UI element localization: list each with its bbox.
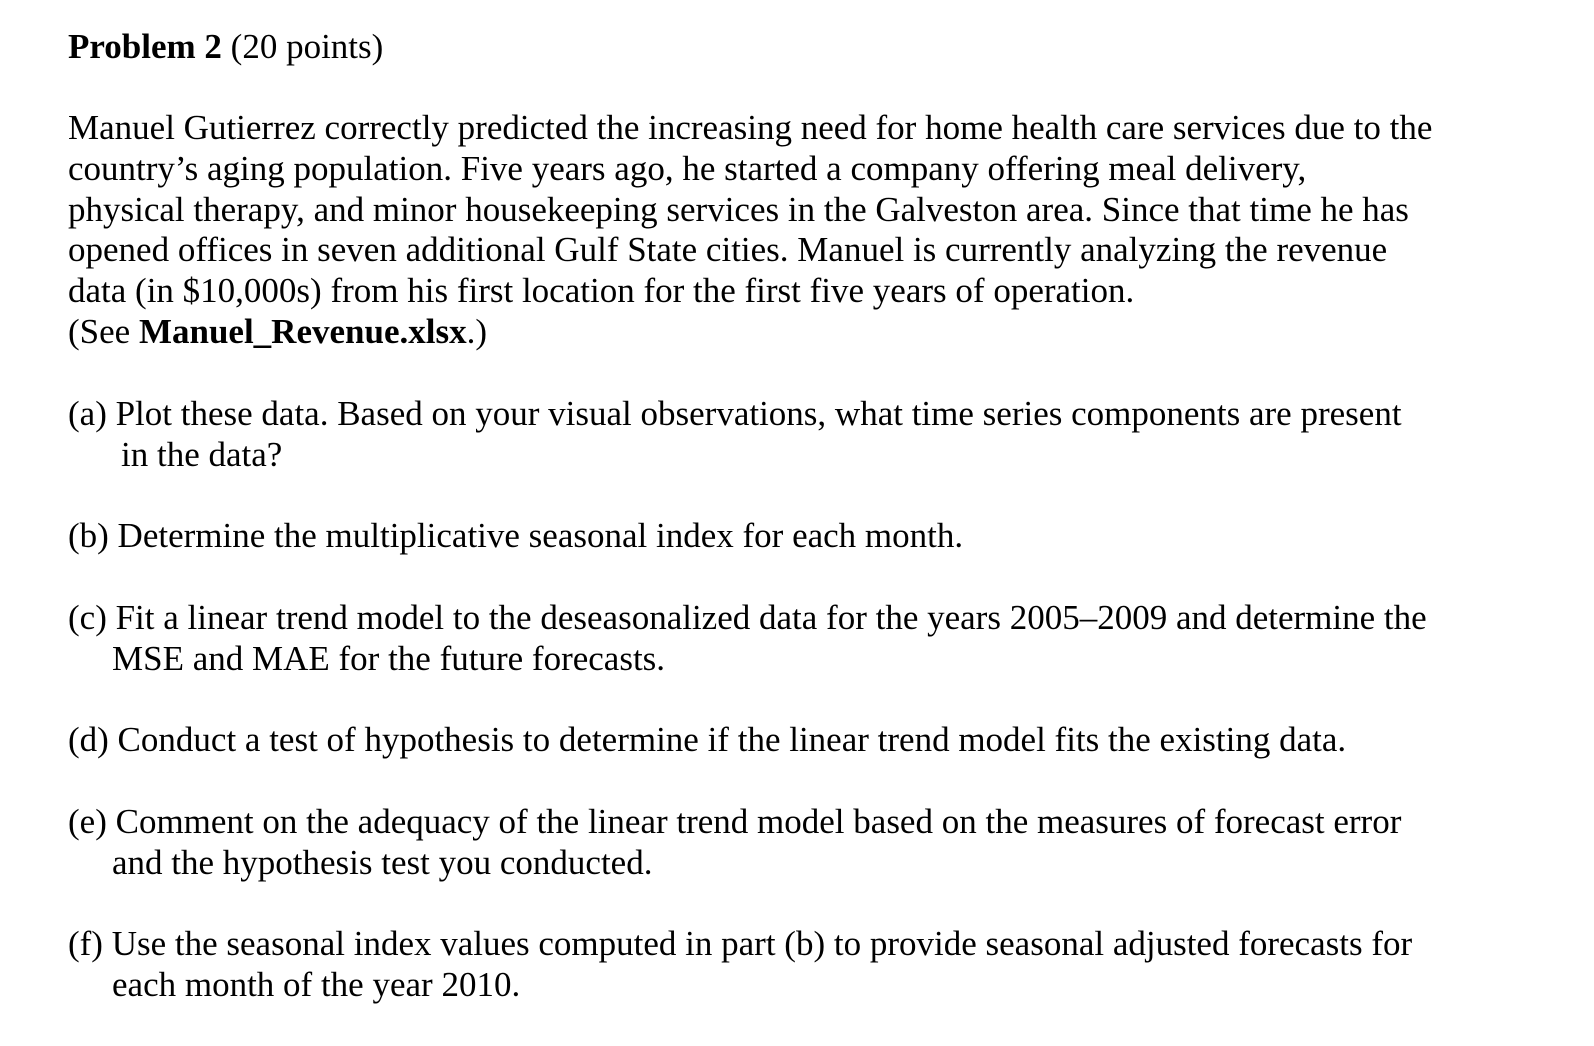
file-reference-suffix: .) (466, 312, 487, 351)
intro-line: physical therapy, and minor housekeeping services in the Galveston area. Since that time he has (68, 190, 1409, 229)
question-line: (a) Plot these data. Based on your visual observations, what time series components are present (68, 394, 1402, 433)
question-line: (b) Determine the multiplicative seasonal index for each month. (68, 516, 964, 555)
intro-line: data (in $10,000s) from his first location for the first five years of operation. (68, 271, 1135, 310)
file-reference (68, 312, 487, 352)
question-line: and the hypothesis test you conducted. (112, 843, 653, 882)
question-line: (f) Use the seasonal index values computed in part (b) to provide seasonal adjusted forecasts for (68, 924, 1413, 963)
intro-line: opened offices in seven additional Gulf State cities. Manuel is currently analyzing the revenue (68, 230, 1388, 269)
question-line: MSE and MAE for the future forecasts. (112, 639, 666, 678)
question-line: (c) Fit a linear trend model to the deseasonalized data for the years 2005–2009 and determine the (68, 598, 1427, 637)
intro-line: Manuel Gutierrez correctly predicted the increasing need for home health care services due to the (68, 108, 1433, 147)
question-line: in the data? (121, 435, 283, 474)
intro-line: country’s aging population. Five years ago, he started a company offering meal delivery, (68, 149, 1307, 188)
file-reference-prefix: (See (68, 312, 139, 351)
problem-title (68, 27, 383, 67)
problem-title-points: (20 points) (221, 27, 384, 66)
question-line: (e) Comment on the adequacy of the linear trend model based on the measures of forecast error (68, 802, 1402, 841)
question-line: each month of the year 2010. (112, 965, 521, 1004)
problem-title-bold: Problem 2 (68, 27, 222, 66)
question-line: (d) Conduct a test of hypothesis to determine if the linear trend model fits the existing data. (68, 720, 1347, 759)
file-name: Manuel_Revenue.xlsx (138, 312, 467, 351)
